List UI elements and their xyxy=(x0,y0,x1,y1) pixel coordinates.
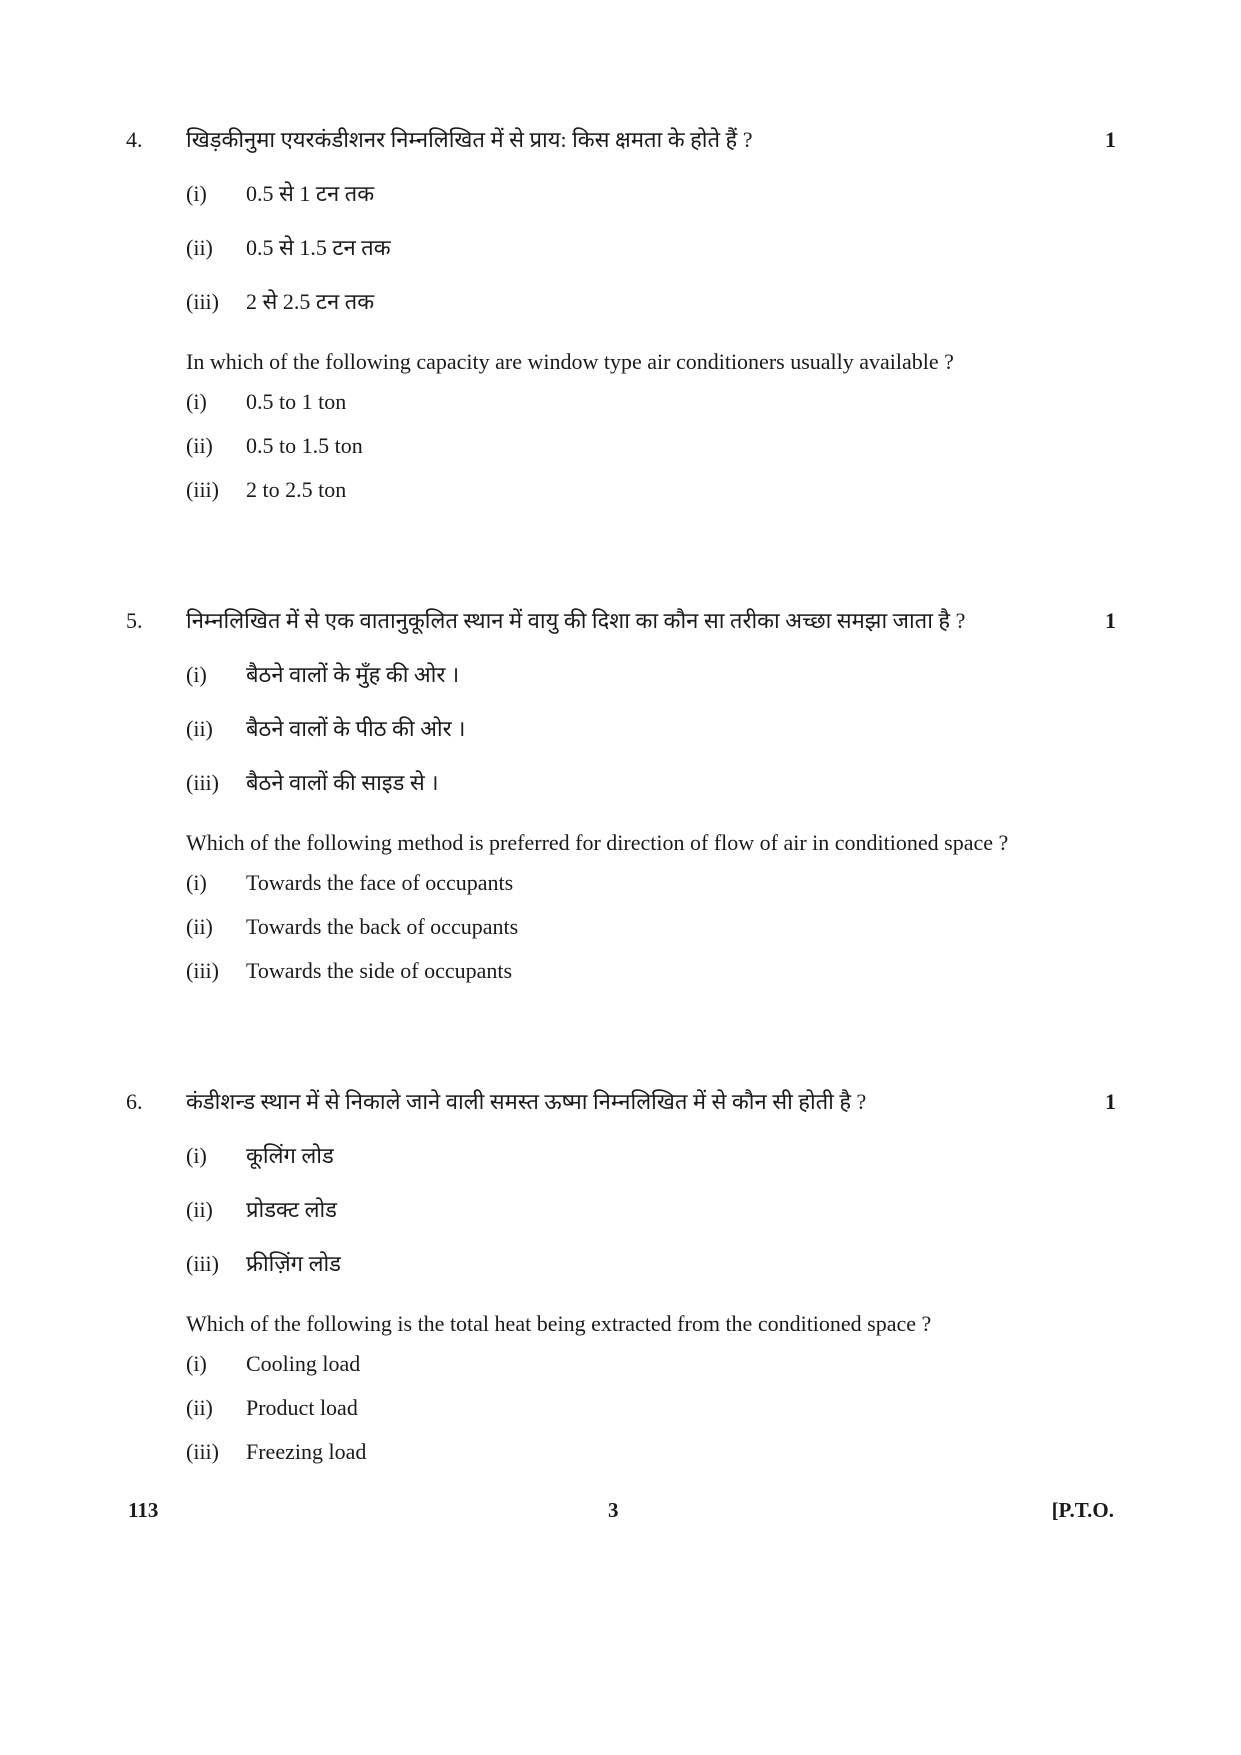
option-text: Towards the back of occupants xyxy=(246,914,519,939)
option-item xyxy=(186,178,1116,232)
question-marks: 1 xyxy=(1105,1089,1116,1114)
option-item xyxy=(186,1140,1116,1194)
english-options xyxy=(186,1348,1116,1480)
option-label: (i) xyxy=(186,389,207,414)
paper-code: 113 xyxy=(128,1498,159,1522)
option-label: (iii) xyxy=(186,958,219,983)
question-text-hindi: कंडीशन्ड स्थान में से निकाले जाने वाली समस्त ऊष्मा निम्नलिखित में से कौन सी होती है ? xyxy=(186,1089,867,1114)
question-number: 6. xyxy=(126,1089,143,1114)
question-text-hindi: निम्नलिखित में से एक वातानुकूलित स्थान में वायु की दिशा का कौन सा तरीका अच्छा समझा जाता है ? xyxy=(186,608,966,633)
option-text: 0.5 to 1.5 ton xyxy=(246,433,363,458)
question-number: 4. xyxy=(126,127,143,152)
option-label: (i) xyxy=(186,1351,207,1376)
option-label: (ii) xyxy=(186,1197,213,1222)
question-header xyxy=(126,124,1116,164)
question-text-english: In which of the following capacity are window type air conditioners usually available ? xyxy=(186,349,954,374)
option-label: (iii) xyxy=(186,770,219,795)
option-text: Cooling load xyxy=(246,1351,361,1376)
question-text-hindi: खिड़कीनुमा एयरकंडीशनर निम्नलिखित में से प्राय: किस क्षमता के होते हैं ? xyxy=(186,127,753,152)
page-footer xyxy=(128,1494,1114,1526)
option-text: कूलिंग लोड xyxy=(246,1143,334,1168)
option-label: (ii) xyxy=(186,433,213,458)
option-text: 0.5 to 1 ton xyxy=(246,389,347,414)
option-label: (iii) xyxy=(186,289,219,314)
option-label: (ii) xyxy=(186,235,213,260)
option-text: बैठने वालों के पीठ की ओर । xyxy=(246,716,466,741)
option-text: 2 से 2.5 टन तक xyxy=(246,289,375,314)
hindi-options xyxy=(186,659,1116,821)
option-item xyxy=(186,1436,1116,1480)
option-item xyxy=(186,911,1116,955)
question-header xyxy=(126,1086,1116,1126)
option-item xyxy=(186,1348,1116,1392)
option-text: फ्रीज़िंग लोड xyxy=(246,1251,341,1276)
page-number: 3 xyxy=(608,1498,619,1522)
option-text: बैठने वालों की साइड से । xyxy=(246,770,439,795)
please-turn-over: [P.T.O. xyxy=(1051,1498,1114,1522)
english-options xyxy=(186,386,1116,518)
question-text-english: Which of the following is the total heat being extracted from the conditioned space ? xyxy=(186,1311,932,1336)
hindi-options xyxy=(186,1140,1116,1302)
option-label: (i) xyxy=(186,181,207,206)
option-text: Product load xyxy=(246,1395,358,1420)
option-item xyxy=(186,386,1116,430)
option-item xyxy=(186,1392,1116,1436)
english-options xyxy=(186,867,1116,999)
option-text: 0.5 से 1.5 टन तक xyxy=(246,235,391,260)
question-marks: 1 xyxy=(1105,608,1116,633)
question-4 xyxy=(126,124,1116,518)
option-label: (iii) xyxy=(186,1439,219,1464)
option-item xyxy=(186,1248,1116,1302)
option-item xyxy=(186,1194,1116,1248)
option-item xyxy=(186,474,1116,518)
option-label: (i) xyxy=(186,870,207,895)
option-text: Towards the side of occupants xyxy=(246,958,513,983)
option-label: (i) xyxy=(186,662,207,687)
question-text-english: Which of the following method is preferred for direction of flow of air in conditioned space ? xyxy=(186,830,1009,855)
option-item xyxy=(186,867,1116,911)
option-label: (iii) xyxy=(186,477,219,502)
option-text: Freezing load xyxy=(246,1439,367,1464)
option-item xyxy=(186,955,1116,999)
option-item xyxy=(186,430,1116,474)
question-header xyxy=(126,605,1116,645)
option-label: (ii) xyxy=(186,914,213,939)
question-5 xyxy=(126,605,1116,999)
option-item xyxy=(186,232,1116,286)
question-6 xyxy=(126,1086,1116,1480)
option-label: (iii) xyxy=(186,1251,219,1276)
question-marks: 1 xyxy=(1105,127,1116,152)
option-text: बैठने वालों के मुँह की ओर । xyxy=(246,662,460,687)
option-text: 0.5 से 1 टन तक xyxy=(246,181,375,206)
option-item xyxy=(186,713,1116,767)
option-label: (ii) xyxy=(186,716,213,741)
option-label: (i) xyxy=(186,1143,207,1168)
option-text: 2 to 2.5 ton xyxy=(246,477,347,502)
option-item xyxy=(186,286,1116,340)
option-label: (ii) xyxy=(186,1395,213,1420)
option-item xyxy=(186,767,1116,821)
option-item xyxy=(186,659,1116,713)
option-text: प्रोडक्ट लोड xyxy=(246,1197,337,1222)
question-number: 5. xyxy=(126,608,143,633)
hindi-options xyxy=(186,178,1116,340)
option-text: Towards the face of occupants xyxy=(246,870,514,895)
